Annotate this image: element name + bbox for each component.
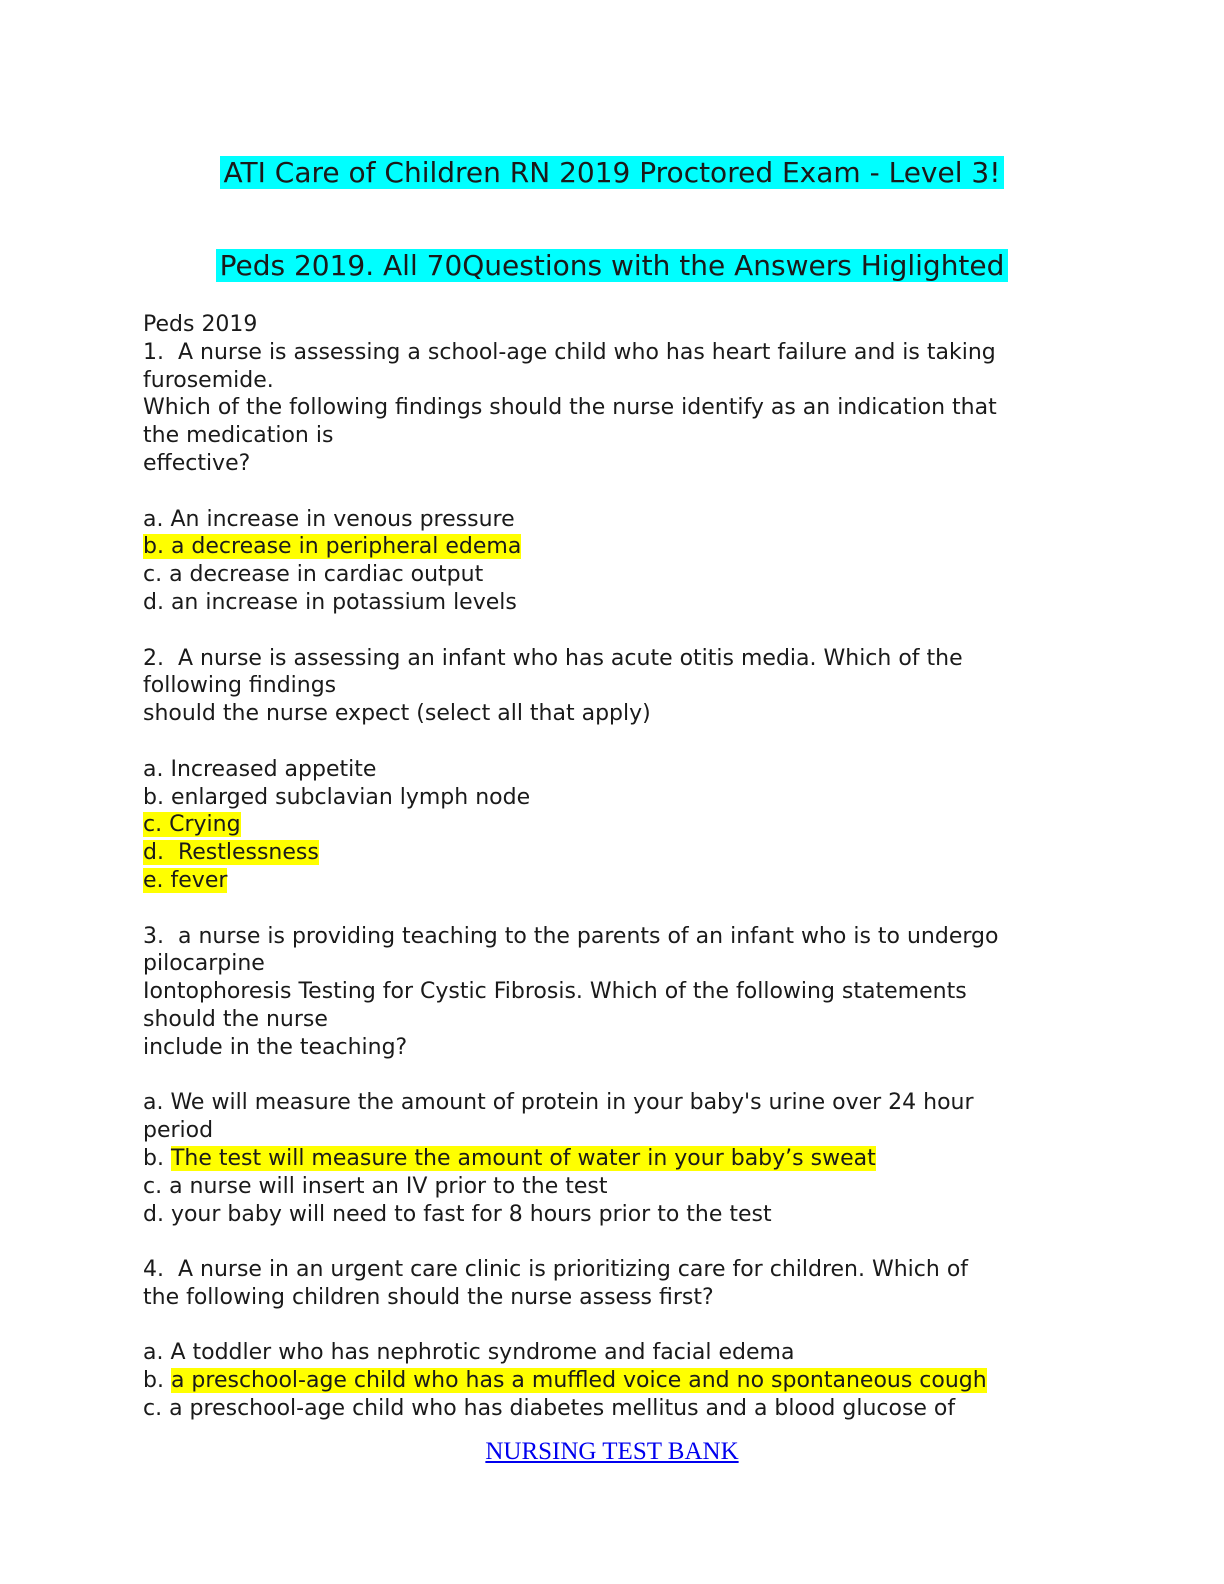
answer-option: a. An increase in venous pressure [143,506,515,532]
answer-option-correct: b. The test will measure the amount of water in your baby’s sweat [143,1145,876,1171]
question-stem-line: 1. A nurse is assessing a school-age child who has heart failure and is taking [143,339,996,365]
document-title-text: ATI Care of Children RN 2019 Proctored Exam - Level 3! [220,156,1005,189]
nursing-test-bank-link[interactable]: NURSING TEST BANK [485,1438,739,1465]
section-label: Peds 2019 [143,312,258,337]
question-stem-line: 2. A nurse is assessing an infant who has acute otitis media. Which of the [143,645,963,671]
question-1 [143,339,1073,617]
question-stem-line: include in the teaching? [143,1034,408,1060]
answer-option: c. a preschool-age child who has diabetes mellitus and a blood glucose of [143,1396,956,1422]
question-stem-line: furosemide. [143,367,274,393]
answer-option: c. a decrease in cardiac output [143,562,484,588]
answer-option-correct: d. Restlessness [143,840,319,866]
answer-option-correct: c. Crying [143,812,241,838]
question-stem-line: pilocarpine [143,951,265,977]
answer-option: b. enlarged subclavian lymph node [143,784,531,810]
question-stem-line: should the nurse [143,1006,328,1032]
answer-option: d. your baby will need to fast for 8 hours prior to the test [143,1201,772,1227]
answer-option-continuation: period [143,1118,214,1144]
question-2 [143,645,1073,895]
question-3 [143,923,1073,1229]
answer-option: a. Increased appetite [143,756,377,782]
document-subtitle [0,246,1224,286]
document-title [0,153,1224,193]
answer-option: c. a nurse will insert an IV prior to the test [143,1173,608,1199]
question-stem-line: should the nurse expect (select all that apply) [143,701,651,727]
question-stem-line: Iontophoresis Testing for Cystic Fibrosis. Which of the following statements [143,979,967,1005]
spacer [143,617,1073,645]
spacer [143,895,1073,923]
spacer [143,1228,1073,1256]
spacer [143,1312,1073,1340]
answer-option: a. A toddler who has nephrotic syndrome and facial edema [143,1340,795,1366]
question-stem-line: the following children should the nurse assess first? [143,1284,714,1310]
question-stem-line: following findings [143,673,337,699]
answer-option-correct: b. a preschool-age child who has a muffled voice and no spontaneous cough [143,1368,987,1394]
question-stem-line: 4. A nurse in an urgent care clinic is prioritizing care for children. Which of [143,1257,969,1283]
question-4 [143,1256,1073,1423]
document-subtitle-text: Peds 2019. All 70Questions with the Answers Higlighted [216,249,1009,282]
spacer [143,478,1073,506]
question-stem-line: the medication is [143,423,334,449]
answer-option-correct: e. fever [143,867,228,893]
answer-option-correct: b. a decrease in peripheral edema [143,534,522,560]
question-stem-line: Which of the following findings should the nurse identify as an indication that [143,395,997,421]
question-stem-line: 3. a nurse is providing teaching to the parents of an infant who is to undergo [143,923,999,949]
document-body [143,311,1073,1423]
spacer [143,728,1073,756]
question-stem-line: effective? [143,450,251,476]
answer-option: a. We will measure the amount of protein in your baby's urine over 24 hour [143,1090,974,1116]
answer-option: d. an increase in potassium levels [143,589,517,615]
footer [0,1438,1224,1466]
spacer [143,1062,1073,1090]
